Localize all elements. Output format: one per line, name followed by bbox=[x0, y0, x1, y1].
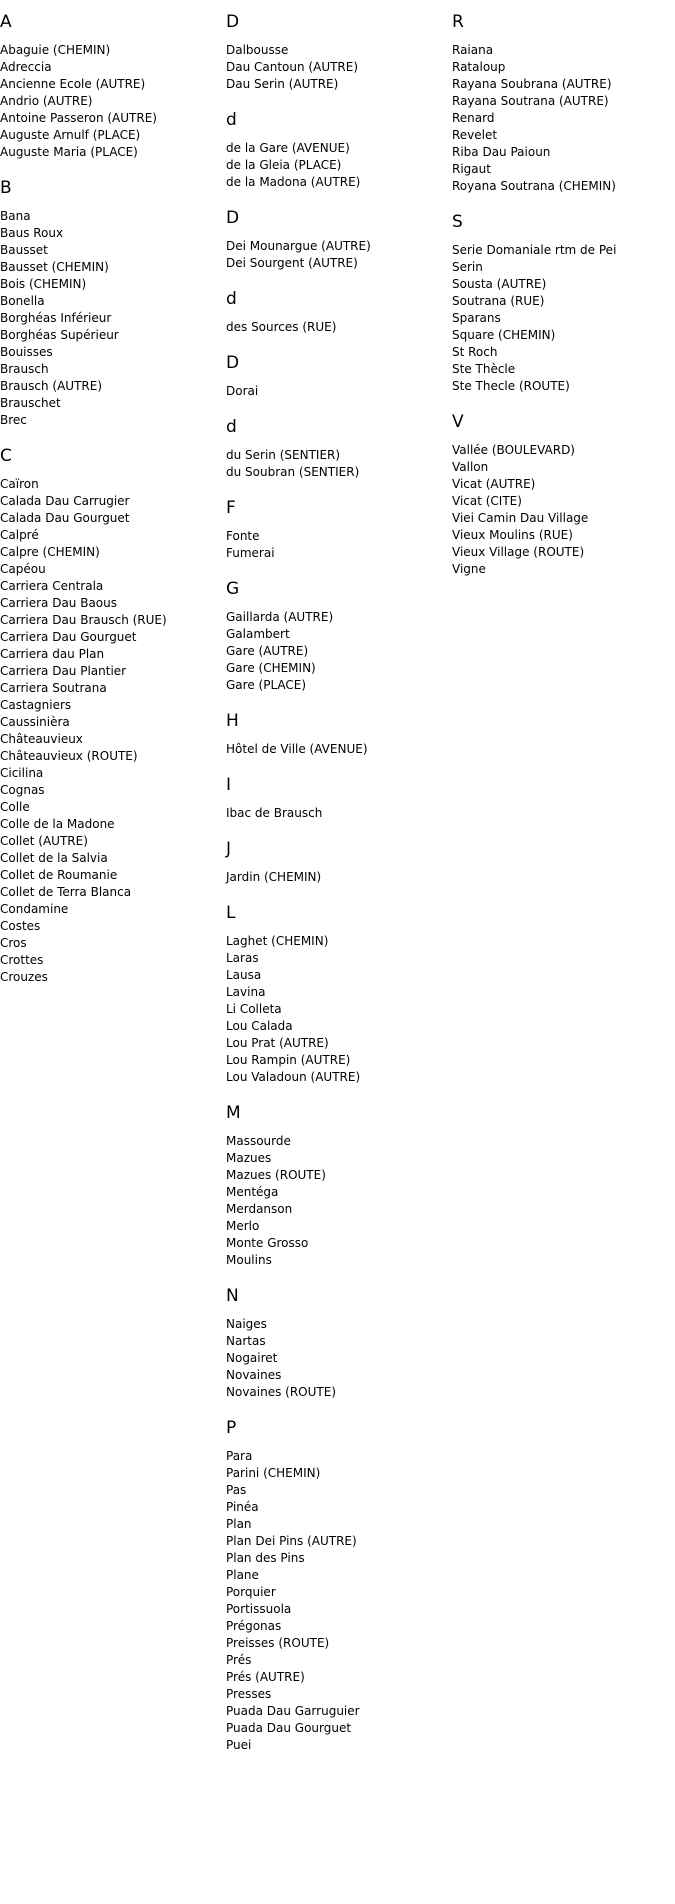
street-item[interactable]: Rayana Soubrana (AUTRE) bbox=[452, 77, 612, 91]
street-item[interactable]: Condamine bbox=[0, 902, 69, 916]
street-item[interactable]: Laghet (CHEMIN) bbox=[226, 934, 329, 948]
street-list bbox=[226, 933, 452, 1086]
street-item[interactable]: Prés (AUTRE) bbox=[226, 1670, 305, 1684]
letter-heading: R bbox=[452, 12, 464, 32]
street-item[interactable]: Serin bbox=[452, 260, 483, 274]
street-item[interactable]: Hôtel de Ville (AVENUE) bbox=[226, 742, 368, 756]
street-item[interactable]: Gaillarda (AUTRE) bbox=[226, 610, 334, 624]
street-item[interactable]: Carriera Dau Plantier bbox=[0, 664, 127, 678]
street-item[interactable]: Carriera Centrala bbox=[0, 579, 104, 593]
street-item[interactable]: Square (CHEMIN) bbox=[452, 328, 556, 342]
street-item[interactable]: Ste Thècle bbox=[452, 362, 516, 376]
street-item[interactable]: Prégonas bbox=[226, 1619, 282, 1633]
street-column-2 bbox=[226, 0, 452, 1771]
street-item[interactable]: Antoine Passeron (AUTRE) bbox=[0, 111, 157, 125]
street-item[interactable]: Riba Dau Paioun bbox=[452, 145, 551, 159]
street-item[interactable]: Nogairet bbox=[226, 1351, 278, 1365]
letter-heading: A bbox=[0, 12, 12, 32]
street-item[interactable]: Massourde bbox=[226, 1134, 291, 1148]
street-item[interactable]: Revelet bbox=[452, 128, 498, 142]
street-item[interactable]: Ste Thecle (ROUTE) bbox=[452, 379, 570, 393]
street-item[interactable]: Li Colleta bbox=[226, 1002, 282, 1016]
street-item[interactable]: Dorai bbox=[226, 384, 259, 398]
street-item[interactable]: Crottes bbox=[0, 953, 44, 967]
street-item[interactable]: Calpré bbox=[0, 528, 39, 542]
street-list bbox=[226, 140, 452, 191]
street-list bbox=[226, 805, 452, 822]
street-item[interactable]: Portissuola bbox=[226, 1602, 292, 1616]
street-item[interactable]: Carriera Dau Gourguet bbox=[0, 630, 137, 644]
street-item[interactable]: Calpre (CHEMIN) bbox=[0, 545, 100, 559]
street-item[interactable]: du Serin (SENTIER) bbox=[226, 448, 341, 462]
street-item[interactable]: Dei Mounargue (AUTRE) bbox=[226, 239, 371, 253]
street-item[interactable]: Borghéas Inférieur bbox=[0, 311, 112, 325]
street-item[interactable]: Plan bbox=[226, 1517, 252, 1531]
street-item[interactable]: Gare (AUTRE) bbox=[226, 644, 309, 658]
letter-group bbox=[226, 579, 452, 694]
street-item[interactable]: Naiges bbox=[226, 1317, 267, 1331]
street-item[interactable]: Castagniers bbox=[0, 698, 72, 712]
street-list bbox=[226, 42, 452, 93]
street-item[interactable]: Jardin (CHEMIN) bbox=[226, 870, 322, 884]
letter-heading: N bbox=[226, 1286, 239, 1306]
street-item[interactable]: Pas bbox=[226, 1483, 247, 1497]
street-list bbox=[0, 208, 226, 429]
street-item[interactable]: Moulins bbox=[226, 1253, 272, 1267]
letter-group bbox=[226, 12, 452, 93]
street-item[interactable]: Calada Dau Gourguet bbox=[0, 511, 130, 525]
street-item[interactable]: Calada Dau Carrugier bbox=[0, 494, 130, 508]
street-item[interactable]: Nartas bbox=[226, 1334, 266, 1348]
letter-heading: d bbox=[226, 289, 237, 309]
street-item[interactable]: Adreccia bbox=[0, 60, 52, 74]
street-item[interactable]: Serie Domaniale rtm de Pei bbox=[452, 243, 617, 257]
street-item[interactable]: Monte Grosso bbox=[226, 1236, 309, 1250]
street-item[interactable]: Vieux Moulins (RUE) bbox=[452, 528, 573, 542]
street-list bbox=[452, 42, 675, 195]
street-item[interactable]: Bausset bbox=[0, 243, 48, 257]
street-item[interactable]: Bonella bbox=[0, 294, 45, 308]
street-item[interactable]: Sparans bbox=[452, 311, 501, 325]
street-list bbox=[226, 238, 452, 272]
street-list bbox=[226, 1133, 452, 1269]
street-list bbox=[0, 476, 226, 986]
street-item[interactable]: Merlo bbox=[226, 1219, 260, 1233]
street-item[interactable]: Carriera dau Plan bbox=[0, 647, 105, 661]
letter-group bbox=[226, 353, 452, 400]
street-item[interactable]: Renard bbox=[452, 111, 495, 125]
street-item[interactable]: Caussinièra bbox=[0, 715, 70, 729]
street-item[interactable]: Dau Cantoun (AUTRE) bbox=[226, 60, 359, 74]
letter-group bbox=[226, 903, 452, 1086]
street-item[interactable]: Cognas bbox=[0, 783, 45, 797]
street-list bbox=[226, 1448, 452, 1754]
street-item[interactable]: Laras bbox=[226, 951, 259, 965]
letter-heading: D bbox=[226, 353, 240, 373]
street-list bbox=[226, 383, 452, 400]
street-list bbox=[226, 741, 452, 758]
letter-heading: C bbox=[0, 446, 12, 466]
street-item[interactable]: Parini (CHEMIN) bbox=[226, 1466, 321, 1480]
street-item[interactable]: Presses bbox=[226, 1687, 272, 1701]
street-item[interactable]: Châteauvieux (ROUTE) bbox=[0, 749, 138, 763]
street-item[interactable]: des Sources (RUE) bbox=[226, 320, 337, 334]
street-item[interactable]: Viei Camin Dau Village bbox=[452, 511, 589, 525]
street-item[interactable]: Mentéga bbox=[226, 1185, 279, 1199]
street-item[interactable]: Andrio (AUTRE) bbox=[0, 94, 93, 108]
street-item[interactable]: Colle bbox=[0, 800, 30, 814]
letter-group bbox=[452, 412, 675, 578]
street-item[interactable]: Bausset (CHEMIN) bbox=[0, 260, 109, 274]
street-item[interactable]: Preisses (ROUTE) bbox=[226, 1636, 330, 1650]
letter-group bbox=[226, 289, 452, 336]
street-item[interactable]: Auguste Maria (PLACE) bbox=[0, 145, 138, 159]
street-item[interactable]: Novaines bbox=[226, 1368, 282, 1382]
street-item[interactable]: Carriera Soutrana bbox=[0, 681, 107, 695]
letter-group bbox=[226, 417, 452, 481]
letter-heading: F bbox=[226, 498, 236, 518]
letter-group bbox=[226, 110, 452, 191]
street-item[interactable]: Puada Dau Garruguier bbox=[226, 1704, 360, 1718]
street-item[interactable]: Plane bbox=[226, 1568, 259, 1582]
street-item[interactable]: Puei bbox=[226, 1738, 252, 1752]
street-item[interactable]: Vicat (AUTRE) bbox=[452, 477, 536, 491]
street-item[interactable]: Brec bbox=[0, 413, 27, 427]
street-item[interactable]: Galambert bbox=[226, 627, 290, 641]
street-item[interactable]: de la Gare (AVENUE) bbox=[226, 141, 350, 155]
letter-group bbox=[226, 208, 452, 272]
letter-heading: V bbox=[452, 412, 464, 432]
letter-heading: H bbox=[226, 711, 239, 731]
street-list bbox=[226, 609, 452, 694]
street-list bbox=[226, 319, 452, 336]
letter-heading: S bbox=[452, 212, 463, 232]
letter-group bbox=[226, 775, 452, 822]
letter-heading: d bbox=[226, 417, 237, 437]
letter-group bbox=[0, 12, 226, 161]
street-item[interactable]: St Roch bbox=[452, 345, 498, 359]
street-item[interactable]: Ibac de Brausch bbox=[226, 806, 323, 820]
letter-heading: L bbox=[226, 903, 236, 923]
street-item[interactable]: Costes bbox=[0, 919, 41, 933]
street-item[interactable]: Brauschet bbox=[0, 396, 61, 410]
letter-heading: B bbox=[0, 178, 12, 198]
letter-group bbox=[0, 178, 226, 429]
street-item[interactable]: Bois (CHEMIN) bbox=[0, 277, 87, 291]
letter-group bbox=[452, 212, 675, 395]
street-item[interactable]: Lou Prat (AUTRE) bbox=[226, 1036, 329, 1050]
street-item[interactable]: Cros bbox=[0, 936, 27, 950]
street-item[interactable]: Gare (PLACE) bbox=[226, 678, 307, 692]
street-item[interactable]: Novaines (ROUTE) bbox=[226, 1385, 337, 1399]
street-list bbox=[226, 447, 452, 481]
street-item[interactable]: Raiana bbox=[452, 43, 494, 57]
street-list bbox=[452, 242, 675, 395]
street-item[interactable]: Dau Serin (AUTRE) bbox=[226, 77, 339, 91]
street-item[interactable]: Pinéa bbox=[226, 1500, 259, 1514]
street-item[interactable]: de la Gleia (PLACE) bbox=[226, 158, 342, 172]
street-item[interactable]: Collet de Terra Blanca bbox=[0, 885, 132, 899]
letter-heading: J bbox=[226, 839, 232, 859]
street-item[interactable]: Plan des Pins bbox=[226, 1551, 305, 1565]
street-item[interactable]: Para bbox=[226, 1449, 253, 1463]
street-item[interactable]: Borghéas Supérieur bbox=[0, 328, 119, 342]
street-item[interactable]: Sousta (AUTRE) bbox=[452, 277, 547, 291]
street-item[interactable]: Carriera Dau Brausch (RUE) bbox=[0, 613, 167, 627]
street-item[interactable]: Lou Calada bbox=[226, 1019, 293, 1033]
letter-group bbox=[0, 446, 226, 986]
street-item[interactable]: Merdanson bbox=[226, 1202, 293, 1216]
letter-group bbox=[226, 498, 452, 562]
street-list bbox=[452, 442, 675, 578]
street-item[interactable]: Caïron bbox=[0, 477, 39, 491]
letter-heading: D bbox=[226, 208, 240, 228]
letter-heading: P bbox=[226, 1418, 237, 1438]
street-item[interactable]: Capéou bbox=[0, 562, 46, 576]
letter-group bbox=[226, 1418, 452, 1754]
street-item[interactable]: du Soubran (SENTIER) bbox=[226, 465, 360, 479]
letter-heading: d bbox=[226, 110, 237, 130]
street-item[interactable]: Porquier bbox=[226, 1585, 276, 1599]
street-item[interactable]: Bana bbox=[0, 209, 31, 223]
street-item[interactable]: Colle de la Madone bbox=[0, 817, 115, 831]
street-item[interactable]: Mazues (ROUTE) bbox=[226, 1168, 326, 1182]
letter-group bbox=[226, 711, 452, 758]
street-item[interactable]: Mazues bbox=[226, 1151, 272, 1165]
street-list bbox=[226, 1316, 452, 1401]
street-item[interactable]: Gare (CHEMIN) bbox=[226, 661, 316, 675]
street-item[interactable]: Prés bbox=[226, 1653, 252, 1667]
street-item[interactable]: Crouzes bbox=[0, 970, 48, 984]
street-item[interactable]: Ancienne Ecole (AUTRE) bbox=[0, 77, 146, 91]
street-item[interactable]: Collet de Roumanie bbox=[0, 868, 118, 882]
street-item[interactable]: de la Madona (AUTRE) bbox=[226, 175, 361, 189]
street-item[interactable]: Fonte bbox=[226, 529, 260, 543]
street-item[interactable]: Plan Dei Pins (AUTRE) bbox=[226, 1534, 357, 1548]
letter-heading: G bbox=[226, 579, 240, 599]
letter-group bbox=[226, 1103, 452, 1269]
street-item[interactable]: Brausch (AUTRE) bbox=[0, 379, 102, 393]
street-item[interactable]: Vallée (BOULEVARD) bbox=[452, 443, 575, 457]
street-item[interactable]: Vigne bbox=[452, 562, 486, 576]
street-item[interactable]: Rayana Soutrana (AUTRE) bbox=[452, 94, 609, 108]
street-item[interactable]: Royana Soutrana (CHEMIN) bbox=[452, 179, 616, 193]
street-item[interactable]: Lavina bbox=[226, 985, 266, 999]
street-item[interactable]: Lou Rampin (AUTRE) bbox=[226, 1053, 351, 1067]
street-item[interactable]: Rataloup bbox=[452, 60, 506, 74]
street-list bbox=[0, 42, 226, 161]
street-item[interactable]: Carriera Dau Baous bbox=[0, 596, 118, 610]
street-item[interactable]: Baus Roux bbox=[0, 226, 64, 240]
street-item[interactable]: Dei Sourgent (AUTRE) bbox=[226, 256, 358, 270]
street-item[interactable]: Abaguie (CHEMIN) bbox=[0, 43, 111, 57]
letter-heading: I bbox=[226, 775, 232, 795]
street-column-1 bbox=[0, 0, 226, 1003]
street-item[interactable]: Lou Valadoun (AUTRE) bbox=[226, 1070, 361, 1084]
street-item[interactable]: Châteauvieux bbox=[0, 732, 83, 746]
street-list bbox=[226, 528, 452, 562]
street-item[interactable]: Puada Dau Gourguet bbox=[226, 1721, 352, 1735]
street-item[interactable]: Cicilina bbox=[0, 766, 44, 780]
letter-group bbox=[226, 1286, 452, 1401]
street-item[interactable]: Vicat (CITE) bbox=[452, 494, 522, 508]
street-item[interactable]: Lausa bbox=[226, 968, 262, 982]
letter-group bbox=[452, 12, 675, 195]
street-item[interactable]: Fumerai bbox=[226, 546, 275, 560]
street-item[interactable]: Dalbousse bbox=[226, 43, 289, 57]
street-item[interactable]: Soutrana (RUE) bbox=[452, 294, 545, 308]
street-item[interactable]: Vieux Village (ROUTE) bbox=[452, 545, 585, 559]
street-item[interactable]: Rigaut bbox=[452, 162, 491, 176]
letter-heading: D bbox=[226, 12, 240, 32]
street-item[interactable]: Bouisses bbox=[0, 345, 53, 359]
street-item[interactable]: Collet de la Salvia bbox=[0, 851, 108, 865]
street-column-3 bbox=[452, 0, 675, 595]
street-item[interactable]: Auguste Arnulf (PLACE) bbox=[0, 128, 141, 142]
street-list bbox=[226, 869, 452, 886]
letter-group bbox=[226, 839, 452, 886]
street-item[interactable]: Vallon bbox=[452, 460, 489, 474]
street-item[interactable]: Collet (AUTRE) bbox=[0, 834, 88, 848]
letter-heading: M bbox=[226, 1103, 241, 1123]
street-item[interactable]: Brausch bbox=[0, 362, 49, 376]
